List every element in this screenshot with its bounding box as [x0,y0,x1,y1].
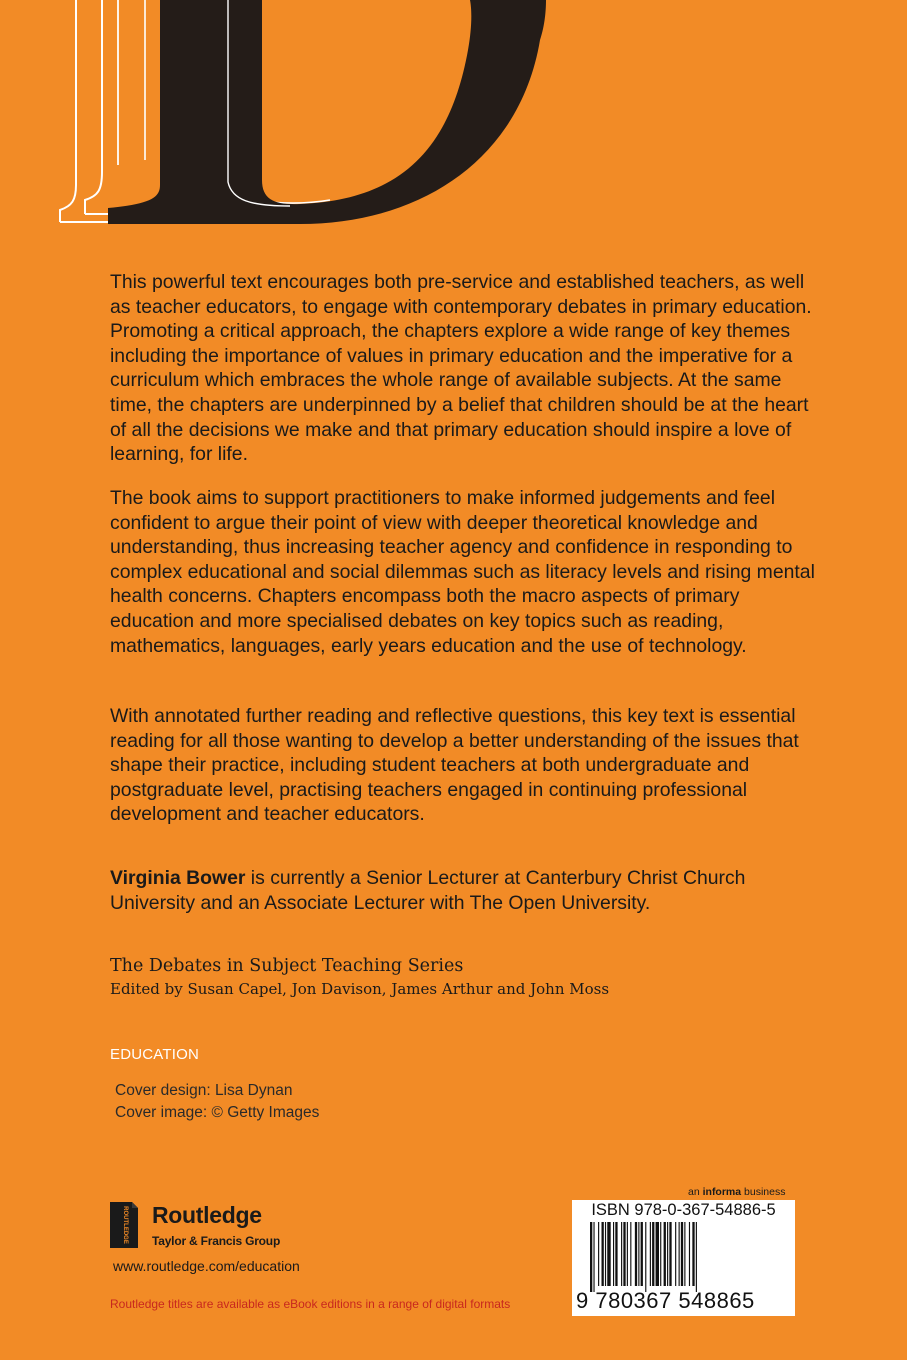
barcode-bar [669,1222,671,1286]
barcode-bars [588,1222,788,1292]
barcode-bar [607,1222,610,1286]
barcode-bar [652,1222,654,1286]
author-bio [110,866,820,915]
informa-tagline [688,1186,785,1198]
barcode-bar [660,1222,661,1286]
cover-credits [115,1080,319,1124]
publisher-group: Taylor & Francis Group [152,1234,281,1248]
informa-suffix: business [741,1186,786,1198]
isbn-label: ISBN 978-0-367-54886-5 [591,1201,776,1219]
barcode-bar [598,1222,599,1286]
barcode-bar [627,1222,628,1286]
blurb-paragraph-1: This powerful text encourages both pre-service and established teachers, as well as teacher educators, to engage with contemporary debates in primary education. Promoting a critical approach, the chapters explore a wide range of key themes including the importance of values in primary education and the imperative for a curriculum which embraces the whole range of available subjects. At the same time, the chapters are underpinned by a belief that children should be at the heart of all the decisions we make and that primary education should inspire a love of learning, for life. [110,271,812,466]
barcode-bar [692,1222,694,1286]
barcode-bar [630,1222,631,1286]
series-info [110,954,609,1000]
publisher-name: Routledge [152,1202,262,1228]
informa-prefix: an [688,1186,703,1198]
cover-image-credit: Cover image: © Getty Images [115,1104,320,1121]
barcode-bar [623,1222,625,1286]
barcode-bar [696,1222,697,1292]
barcode-bar [638,1222,639,1286]
barcode-panel [572,1200,795,1316]
barcode-bar [621,1222,622,1286]
d-outline-3 [85,0,102,214]
routledge-mark-icon [108,1200,140,1250]
author-description: is currently a Senior Lecturer at Canterbury Christ Church University and an Associate Lecturer with The Open University. [110,867,746,914]
publisher-url[interactable]: www.routledge.com/education [113,1258,300,1274]
category-label: EDUCATION [110,1046,200,1063]
barcode-bar [650,1222,651,1286]
barcode-bar [590,1222,592,1292]
routledge-mark-text: ROUTLEDGE [122,1206,128,1244]
barcode-bar [679,1222,680,1286]
series-editors: Edited by Susan Capel, Jon Davison, James Arthur and John Moss [110,980,610,998]
barcode-bar [641,1222,643,1286]
blurb-paragraph-3: With annotated further reading and reflective questions, this key text is essential reading for all those wanting to develop a better understanding of the issues that shape their practice, including student teachers at both undergraduate and postgraduate level, practising teachers engaged in continuing professional development and teacher educators. [110,705,799,826]
barcode-bar [635,1222,637,1286]
d-outline-1 [60,0,76,222]
series-title: The Debates in Subject Teaching Series [110,956,464,976]
barcode-bar [667,1222,668,1286]
barcode-bar [613,1222,614,1286]
decorative-letter-d [0,0,907,240]
barcode-bar [593,1222,594,1292]
blurb-paragraph-2: The book aims to support practitioners to make informed judgements and feel confident to argue their point of view with deeper theoretical knowledge and understanding, thus increasing teacher agency and confidence in responding to complex educational and social dilemmas such as literacy levels and rising mental health concerns. Chapters encompass both the macro aspects of primary education and more specialised debates on key topics such as reading, mathematics, languages, early years education and the use of technology. [110,487,815,657]
barcode-bar [689,1222,690,1286]
barcode-bar [684,1222,685,1286]
routledge-logo [108,1200,328,1260]
cover-design-credit: Cover design: Lisa Dynan [115,1082,293,1099]
barcode-bar [681,1222,683,1286]
barcode-bar [605,1222,606,1286]
barcode-bar [656,1222,659,1286]
author-name: Virginia Bower [110,867,246,889]
barcode-bar [602,1222,604,1286]
barcode-bar [645,1222,646,1292]
barcode-bar [615,1222,617,1286]
informa-brand: informa [702,1186,742,1198]
ebook-note: Routledge titles are available as eBook editions in a range of digital formats [110,1297,511,1311]
barcode-bar [675,1222,676,1286]
isbn-digits: 9 780367 548865 [576,1288,755,1313]
barcode-bar [664,1222,666,1286]
d-solid [108,0,546,224]
